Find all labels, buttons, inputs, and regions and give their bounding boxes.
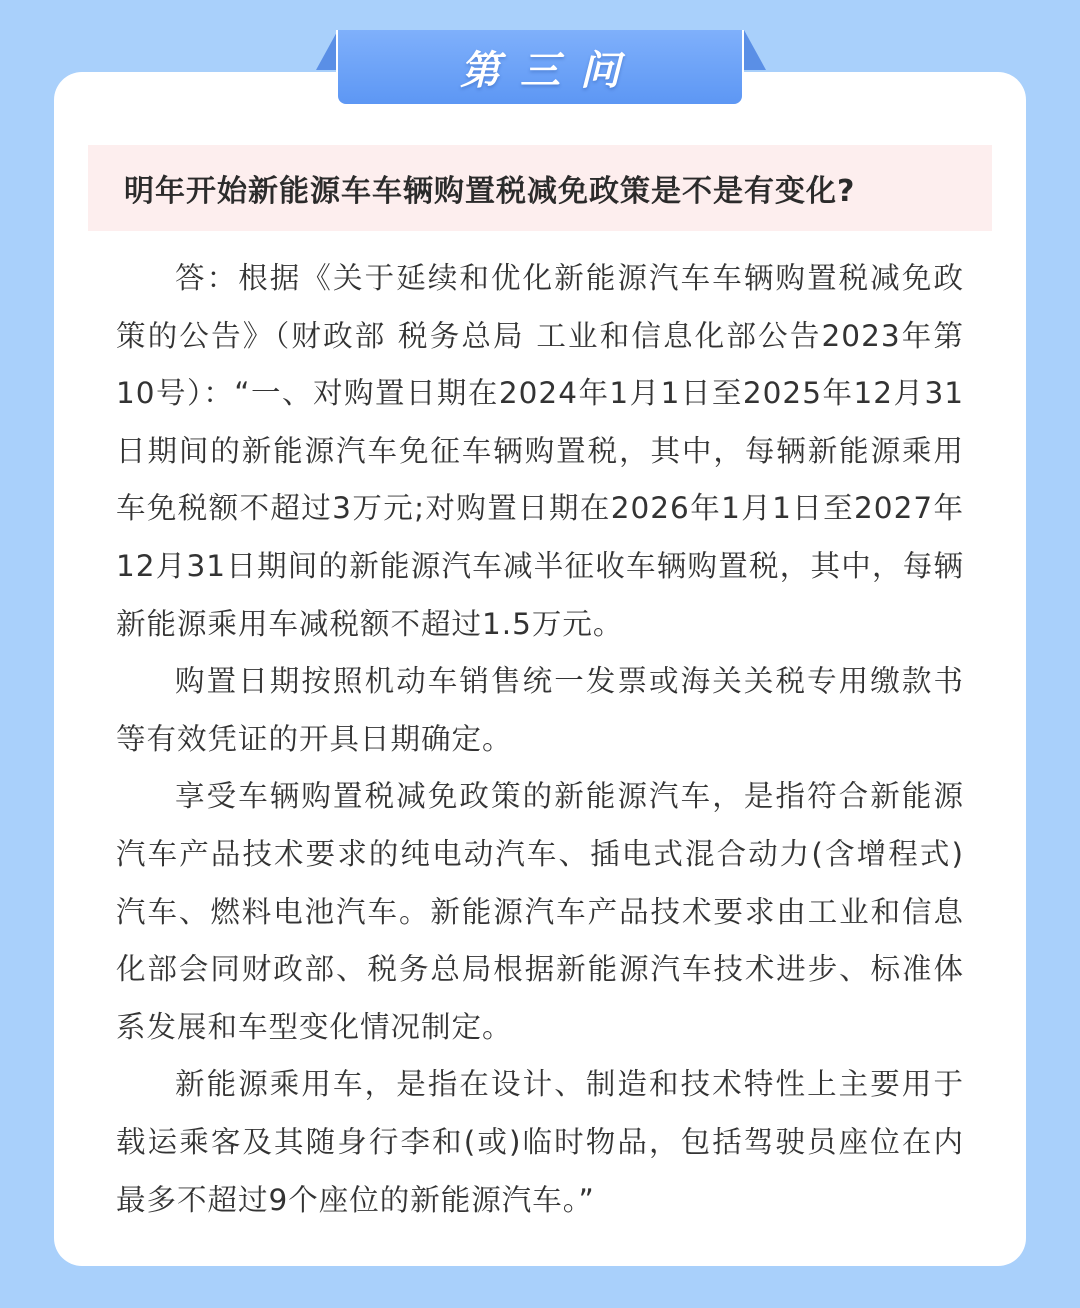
banner-tab (336, 30, 744, 106)
answer-paragraph: 享受车辆购置税减免政策的新能源汽车，是指符合新能源汽车产品技术要求的纯电动汽车、插电式混合动力(含增程式)汽车、燃料电池汽车。新能源汽车产品技术要求由工业和信息化部会同财政部、税务总局根据新能源汽车技术进步、标准体系发展和车型变化情况制定。 (116, 779, 964, 1044)
answer-paragraph: 新能源乘用车，是指在设计、制造和技术特性上主要用于载运乘客及其随身行李和(或)临时物品，包括驾驶员座位在内最多不超过9个座位的新能源汽车。” (116, 1067, 964, 1217)
banner-left-fold (316, 30, 338, 70)
answer-body (116, 250, 964, 1229)
answer-paragraph: 购置日期按照机动车销售统一发票或海关关税专用缴款书等有效凭证的开具日期确定。 (116, 664, 964, 756)
banner-right-fold (744, 30, 766, 70)
answer-paragraph: 答：根据《关于延续和优化新能源汽车车辆购置税减免政策的公告》（财政部 税务总局 工业和信息化部公告2023年第10号）：“一、对购置日期在2024年1月1日至2025年12月31日期间的新能源汽车免征车辆购置税，其中，每辆新能源乘用车免税额不超过3万元;对购置日期在2026年1月1日至2027年12月31日期间的新能源汽车减半征收车辆购置税，其中，每辆新能源乘用车减税额不超过1.5万元。 (116, 261, 964, 641)
question-box (88, 145, 992, 231)
section-banner (316, 30, 766, 108)
banner-title: 第三问 (460, 47, 640, 94)
question-text: 明年开始新能源车车辆购置税减免政策是不是有变化? (124, 174, 856, 209)
